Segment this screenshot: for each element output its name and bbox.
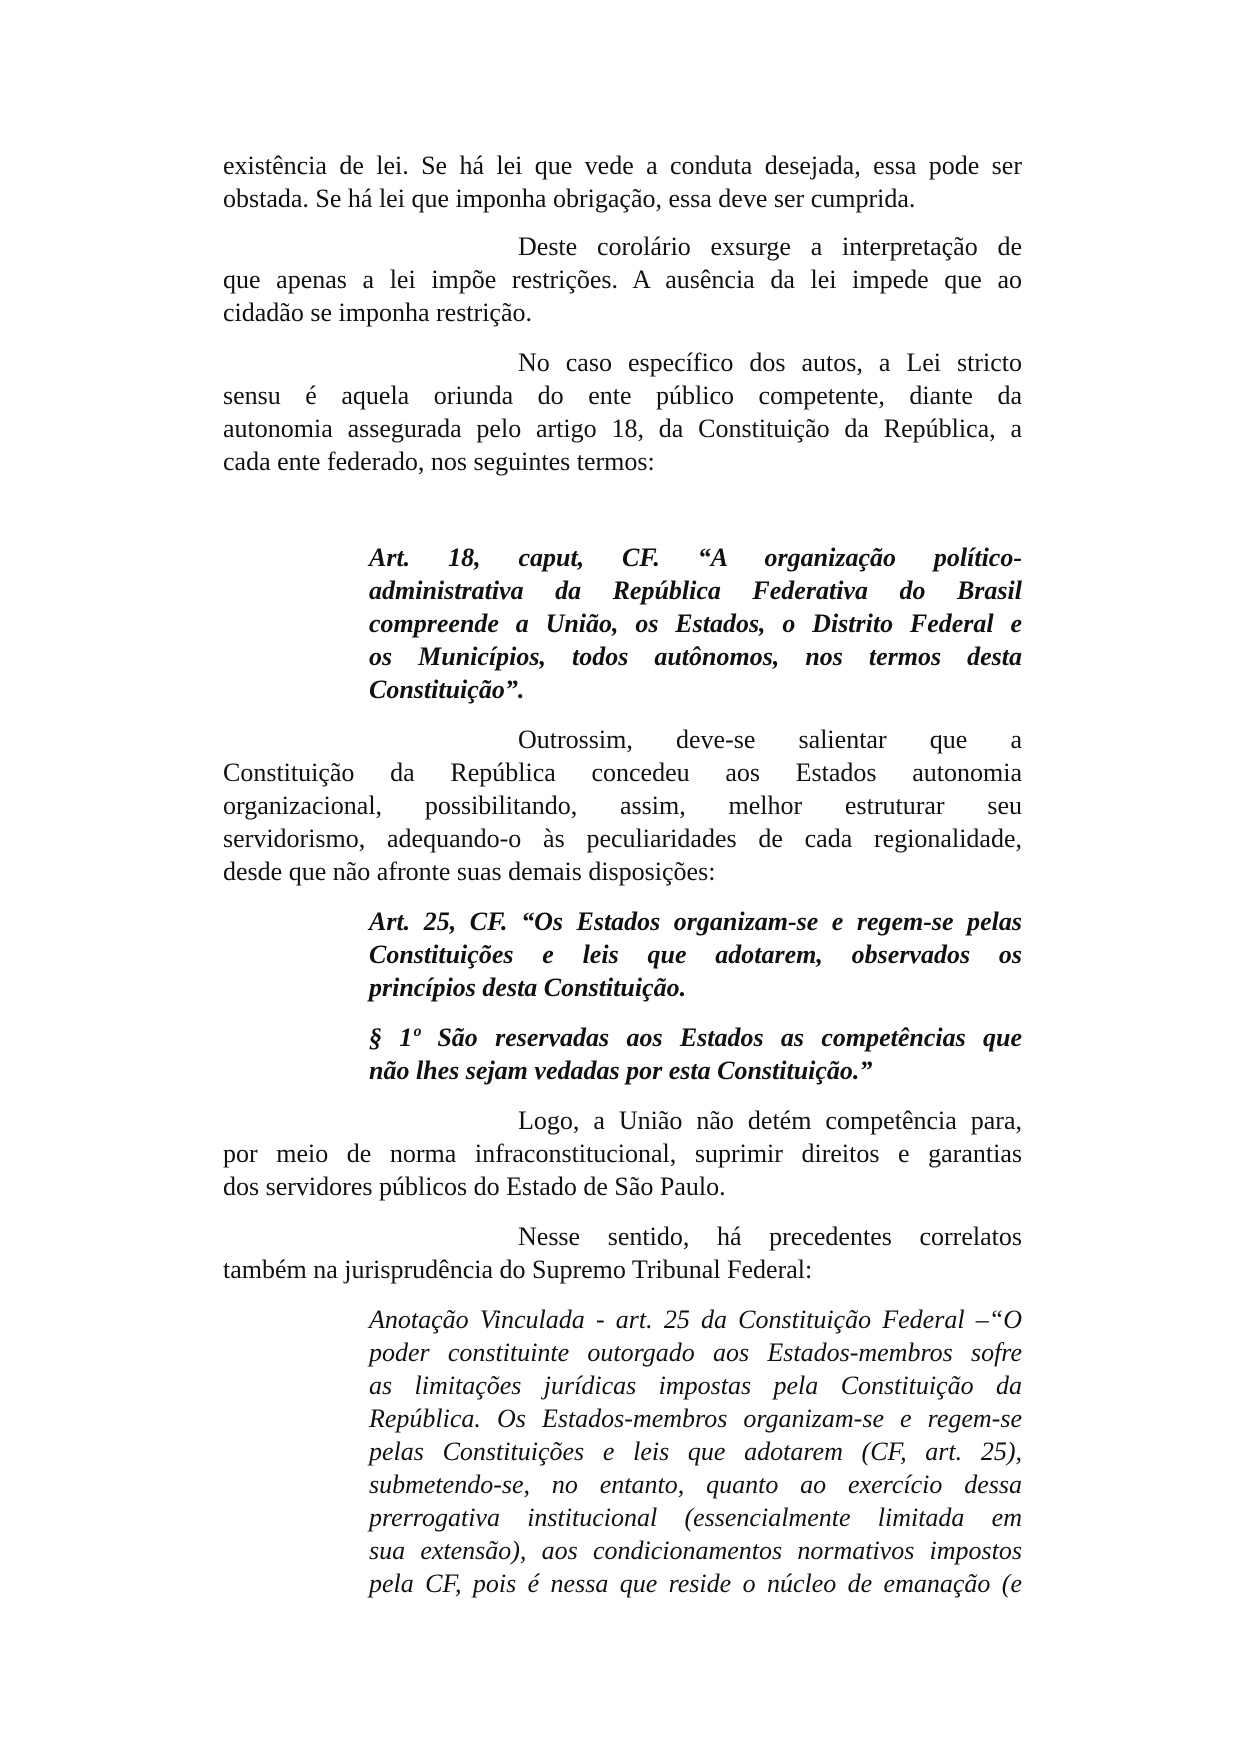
paragraph-line: Constituição da República concedeu aos Estados autonomia [223, 758, 1022, 787]
paragraph-line: sensu é aquela oriunda do ente público competente, diante da [223, 381, 1022, 410]
quote-line: Anotação Vinculada - art. 25 da Constituição Federal –“O [369, 1305, 1022, 1334]
quote-line: poder constituinte outorgado aos Estados-membros sofre [369, 1338, 1022, 1367]
paragraph-line: também na jurisprudência do Supremo Tribunal Federal: [223, 1255, 813, 1284]
quote-line: Constituição”. [369, 675, 525, 704]
paragraph-line: No caso específico dos autos, a Lei stricto [518, 348, 1022, 377]
quote-line: os Municípios, todos autônomos, nos termos desta [369, 642, 1022, 671]
quote-line: compreende a União, os Estados, o Distrito Federal e [369, 609, 1022, 638]
quote-line: Art. 18, caput, CF. “A organização político- [369, 543, 1022, 572]
quote-line: Art. 25, CF. “Os Estados organizam-se e regem-se pelas [369, 907, 1022, 936]
paragraph-line: Deste corolário exsurge a interpretação de [518, 232, 1022, 261]
paragraph-line: desde que não afronte suas demais disposições: [223, 857, 716, 886]
quote-line: sua extensão), aos condicionamentos normativos impostos [369, 1536, 1022, 1565]
paragraph-line: obstada. Se há lei que imponha obrigação, essa deve ser cumprida. [223, 184, 916, 213]
paragraph-line: por meio de norma infraconstitucional, suprimir direitos e garantias [223, 1139, 1022, 1168]
paragraph-line: Logo, a União não detém competência para, [518, 1106, 1022, 1135]
quote-line: prerrogativa institucional (essencialmente limitada em [369, 1503, 1022, 1532]
quote-line: § 1º São reservadas aos Estados as competências que [369, 1023, 1022, 1052]
paragraph-line: existência de lei. Se há lei que vede a conduta desejada, essa pode ser [223, 151, 1022, 180]
paragraph-line: que apenas a lei impõe restrições. A ausência da lei impede que ao [223, 265, 1022, 294]
quote-line: não lhes sejam vedadas por esta Constituição.” [369, 1056, 873, 1085]
quote-line: República. Os Estados-membros organizam-se e regem-se [369, 1404, 1022, 1433]
quote-line: administrativa da República Federativa do Brasil [369, 576, 1022, 605]
paragraph-line: cidadão se imponha restrição. [223, 298, 532, 327]
paragraph-line: dos servidores públicos do Estado de São Paulo. [223, 1172, 726, 1201]
paragraph-line: Nesse sentido, há precedentes correlatos [518, 1222, 1022, 1251]
quote-line: Constituições e leis que adotarem, observados os [369, 940, 1022, 969]
quote-line: princípios desta Constituição. [369, 973, 687, 1002]
paragraph-line: organizacional, possibilitando, assim, melhor estruturar seu [223, 791, 1022, 820]
paragraph-line: servidorismo, adequando-o às peculiaridades de cada regionalidade, [223, 824, 1022, 853]
paragraph-line: cada ente federado, nos seguintes termos: [223, 447, 655, 476]
quote-line: submetendo-se, no entanto, quanto ao exercício dessa [369, 1470, 1022, 1499]
quote-line: pelas Constituições e leis que adotarem (CF, art. 25), [369, 1437, 1022, 1466]
quote-line: pela CF, pois é nessa que reside o núcleo de emanação (e [369, 1569, 1022, 1598]
paragraph-line: autonomia assegurada pelo artigo 18, da Constituição da República, a [223, 414, 1022, 443]
paragraph-line: Outrossim, deve-se salientar que a [518, 725, 1022, 754]
quote-line: as limitações jurídicas impostas pela Constituição da [369, 1371, 1022, 1400]
